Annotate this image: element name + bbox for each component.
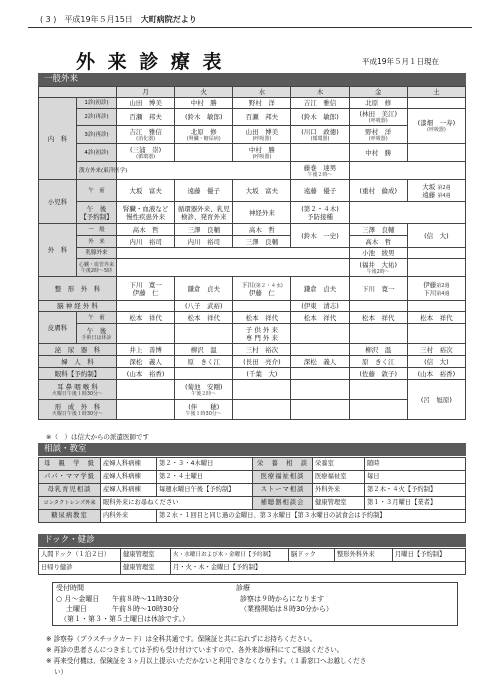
- empty-cell: [291, 400, 349, 420]
- doctor-cell: 松本 祥代: [233, 312, 291, 324]
- doctor-cell: 藤巻 達男 午後２時～: [291, 162, 349, 180]
- consult-place: 産婦人科病棟: [101, 484, 157, 497]
- empty-cell: [175, 368, 233, 380]
- doctor-cell: 下川 寛一: [349, 277, 407, 301]
- sub-label: 午 後 手術日は休診: [77, 324, 117, 344]
- doctor-cell: 原 きく江: [175, 356, 233, 368]
- empty-cell: [233, 301, 291, 312]
- section-dock: ドック・健診: [38, 534, 466, 547]
- doctor-cell: (重村 倫成): [349, 180, 407, 202]
- empty-cell: [175, 324, 233, 344]
- consult-time: 毎日: [365, 471, 466, 484]
- doctor-cell: (山本 裕香): [117, 368, 175, 380]
- sub-label: 2診(再診): [77, 109, 117, 126]
- doctor-cell: (第２・４木) 予防接種: [291, 202, 349, 224]
- doctor-cell: 柳沢 温: [349, 344, 407, 356]
- doctor-cell: (千葉 大): [233, 368, 291, 380]
- doctor-cell: 大坂 富夫: [233, 180, 291, 202]
- consult-place: 内科外来: [101, 510, 157, 523]
- sub-label: 1診(初診): [77, 98, 117, 109]
- consult-place: 外科外来: [313, 484, 365, 497]
- header-rule: [28, 27, 472, 28]
- doctor-cell: (三浦 崇) (循環器): [117, 144, 175, 162]
- empty-cell: [349, 301, 407, 312]
- doctor-cell: 内川 裕司: [175, 236, 233, 248]
- dock-table: [38, 548, 466, 575]
- doctor-cell: (呂 旭原): [407, 380, 465, 420]
- doctor-cell: 伊藤第2週 下川第4週: [407, 277, 465, 301]
- as-of-date: 平成19年５月１日現在: [362, 57, 440, 66]
- page-header: ( 3 ) 平成19年５月15日 大町病院だより: [40, 15, 197, 24]
- dept-dermatology: 皮膚科: [39, 312, 77, 344]
- consult-name: 母乳育児相談: [39, 484, 101, 497]
- sub-label: 一 般: [77, 224, 117, 236]
- reception-closed-note: （第１・第３・第５土曜日は休診です。）: [60, 615, 189, 623]
- doctor-cell: 山田 博美: [117, 98, 175, 109]
- doctor-cell: (林田 美江) (呼吸器): [349, 109, 407, 126]
- sub-label: 漢方外来(東洋医学): [77, 162, 117, 180]
- dock-place: 健康管理室: [121, 549, 171, 562]
- doctor-cell: 三澤 良輔: [233, 236, 291, 248]
- sub-label: 心臓・血管外来 午後2時～5時: [77, 259, 117, 277]
- empty-cell: [117, 380, 175, 400]
- doctor-cell: 百瀬 邦夫: [233, 109, 291, 126]
- consult-time: 第２・４土曜日: [157, 471, 253, 484]
- empty-cell: [349, 162, 465, 180]
- doctor-cell: 循環器外来、乳児 検診、発育外来: [175, 202, 233, 224]
- sub-label: 乳腺外来: [77, 248, 117, 259]
- doctor-cell: 松本 祥代: [175, 312, 233, 324]
- empty-cell: [291, 368, 349, 380]
- doctor-cell: 吉江 雅信: [291, 98, 349, 109]
- empty-cell: [407, 324, 465, 344]
- dock-time: 月曜日【予約制】: [393, 549, 466, 562]
- consult-name: 補聴器相談会: [253, 497, 313, 510]
- doctor-cell: (佐藤 敦子): [349, 368, 407, 380]
- dispatch-note: ※（ ）は信大からの派遣医師です: [46, 433, 149, 441]
- doctor-cell: 深松 義人: [291, 356, 349, 368]
- consultation-table: [38, 457, 466, 523]
- empty-cell: [291, 324, 349, 344]
- doctor-cell: 三村 裕次: [407, 344, 465, 356]
- doctor-cell: [291, 344, 349, 356]
- reception-saturday-hours: 午前８時～10時30分: [112, 605, 179, 613]
- doctor-cell: 大坂 第2週 遠藤 第4週: [407, 180, 465, 202]
- doctor-cell: (福井 大祐) 午後2時～: [349, 259, 407, 277]
- footnote: ※ 再診の患者さんにつきましては予約も受け付けていますので、各外来診療科にてご相談ください。: [46, 646, 344, 654]
- day-thu: 木: [291, 87, 349, 98]
- doctor-cell: 井上 善博: [117, 344, 175, 356]
- empty-cell: [291, 380, 349, 400]
- doctor-cell: (伴 穂) 午後１時30分～: [175, 400, 233, 420]
- consult-place: 産婦人科病棟: [101, 458, 157, 471]
- sub-label: 午 前: [77, 312, 117, 324]
- consult-time: 第１・３月曜日【業者】: [365, 497, 466, 510]
- consult-name: パパ・ママ学級: [39, 471, 101, 484]
- empty-cell: [407, 248, 465, 259]
- dept-surgery: 外 科: [39, 224, 77, 277]
- consult-time: 毎週水曜日午後【予約制】: [157, 484, 253, 497]
- corner-cell: [39, 87, 117, 98]
- doctor-cell: 北原 修 (腎臓・糖尿病): [175, 126, 233, 144]
- empty-cell: [117, 324, 175, 344]
- empty-cell: [233, 380, 291, 400]
- doctor-cell: 三村 裕次: [233, 344, 291, 356]
- sub-label: 3診(再診): [77, 126, 117, 144]
- doctor-cell: (信 大): [407, 356, 465, 368]
- sub-label: 4診(初診): [77, 144, 117, 162]
- reception-weekday: ○ 月～金曜日: [56, 595, 100, 603]
- dock-time: 月・火・木・金曜日【予約制】: [171, 562, 466, 575]
- doctor-cell: [407, 144, 465, 162]
- sub-label: 外 来: [77, 236, 117, 248]
- doctor-cell: (鈴木 敏郎): [291, 109, 349, 126]
- dept-ophthalmology: 眼科【予約制】: [39, 368, 117, 380]
- doctor-cell: (漆畑 一寿) (呼吸器): [407, 109, 465, 144]
- doctor-cell: 腎臓・血液など 慢性疾患外来: [117, 202, 175, 224]
- consult-place: 産婦人科病棟: [101, 471, 157, 484]
- doctor-cell: 小池 綾男: [349, 248, 407, 259]
- doctor-cell: 北原 修: [349, 98, 407, 109]
- doctor-cell: (長田 亮介): [233, 356, 291, 368]
- doctor-cell: (八子 武裕): [175, 301, 233, 312]
- dock-name: 脳ドック: [289, 549, 335, 562]
- reception-weekday-hours: 午前８時～11時30分: [112, 595, 179, 603]
- dept-gynecology: 婦 人 科: [39, 356, 117, 368]
- reception-title: 受付時間: [56, 584, 84, 592]
- consult-name: 栄 養 相 談: [253, 458, 313, 471]
- consult-name: コンタクトレンズ外来: [39, 497, 101, 510]
- doctor-cell: 松本 祥代: [407, 312, 465, 324]
- consult-time: 第２水・１回目と同じ過の金曜日、第３水曜日【第３水曜日の試食会は予約制】: [157, 510, 466, 523]
- empty-cell: [349, 324, 407, 344]
- day-wed: 水: [233, 87, 291, 98]
- doctor-cell: 山田 博美 (呼吸器): [233, 126, 291, 144]
- doctor-cell: (菊池 安剛) 午後２時～: [175, 380, 233, 400]
- consult-name: 糖尿病教室: [39, 510, 101, 523]
- doctor-cell: 下川(第２・４水) 伊藤 仁: [233, 277, 291, 301]
- doctor-cell: 三澤 良輔: [175, 224, 233, 236]
- empty-cell: [407, 301, 465, 312]
- doctor-cell: 高木 哲: [233, 224, 291, 236]
- doctor-cell: (鈴木 一史): [291, 224, 349, 248]
- doctor-cell: 遠藤 優子: [291, 180, 349, 202]
- empty-cell: [117, 248, 350, 259]
- doctor-cell: 深松 義人: [117, 356, 175, 368]
- doctor-cell: (信 大): [407, 224, 465, 248]
- exam-start: 診察は９時からになります: [240, 595, 324, 603]
- sub-label: 午 後 【予約制】: [77, 202, 117, 224]
- sub-label: 午 前: [77, 180, 117, 202]
- page-title: 外 来 診 療 表: [76, 47, 224, 77]
- day-mon: 月: [117, 87, 175, 98]
- section-general-outpatient: 一般外来: [38, 73, 466, 86]
- doctor-cell: 下川 寛一 伊藤 仁: [117, 277, 175, 301]
- doctor-cell: 鎌倉 貞夫: [175, 277, 233, 301]
- doctor-cell: 鎌倉 貞夫: [291, 277, 349, 301]
- doctor-cell: 野村 洋 (呼吸器): [349, 126, 407, 144]
- consult-place: 医療福祉室: [313, 471, 365, 484]
- dock-place: 整形外科外来: [335, 549, 393, 562]
- exam-business: （業務開始は８時30分から）: [240, 605, 333, 613]
- dept-orthopedics: 整 形 外 科: [39, 277, 117, 301]
- empty-cell: [117, 400, 175, 420]
- doctor-cell: 百瀬 邦夫: [117, 109, 175, 126]
- doctor-cell: 松本 祥代: [291, 312, 349, 324]
- doctor-cell: 高木 哲: [117, 224, 175, 236]
- consult-place: 眼科外来にお尋ねください: [101, 497, 253, 510]
- reception-saturday: 土曜日: [66, 605, 87, 613]
- dock-name: 日帰り健診: [39, 562, 121, 575]
- doctor-cell: [407, 98, 465, 109]
- consult-time: 第２・３・4木曜日: [157, 458, 253, 471]
- footnote: い）: [54, 668, 68, 676]
- doctor-cell: (鈴木 敏郎): [175, 109, 233, 126]
- dock-time: 火・水曜日および木・金曜日【予約制】: [171, 549, 289, 562]
- empty-cell: [407, 259, 465, 277]
- outpatient-schedule-table: [38, 86, 466, 420]
- dept-neurosurgery: 脳 神 経 外 科: [39, 301, 117, 312]
- doctor-cell: 中村 勝: [175, 98, 233, 109]
- dept-internal: 内 科: [39, 98, 77, 180]
- doctor-cell: (伊東 清志): [291, 301, 349, 312]
- empty-cell: [233, 400, 291, 420]
- dept-urology: 泌 尿 器 科: [39, 344, 117, 356]
- doctor-cell: 松本 祥代: [117, 312, 175, 324]
- doctor-cell: (川口 政徳) (循環器): [291, 126, 349, 144]
- consult-name: 母 親 学 級: [39, 458, 101, 471]
- consult-place: 栄養室: [313, 458, 365, 471]
- doctor-cell: 松本 祥代: [349, 312, 407, 324]
- section-consultation: 相談・教室: [38, 443, 466, 456]
- doctor-cell: 大坂 富夫: [117, 180, 175, 202]
- consult-place: 健康管理室: [313, 497, 365, 510]
- day-tue: 火: [175, 87, 233, 98]
- doctor-cell: 原 きく江: [349, 356, 407, 368]
- empty-cell: [349, 380, 407, 400]
- doctor-cell: 高木 哲: [349, 236, 407, 248]
- footnote: ※ 再来受付機は、保険証を３ヶ月以上提示いただかないと利用できなくなります。（１番窓口へお越しくださ: [46, 657, 367, 665]
- footnote: ※ 診察券（プラスチックカード）は全科共通です。保険証と共に忘れずにお持ちください。: [46, 635, 317, 643]
- dock-place: 健康管理室: [121, 562, 171, 575]
- dept-ent: 耳 鼻 咽 喉 科 火曜日午後１時30分～: [39, 380, 117, 400]
- doctor-cell: 中村 勝: [349, 144, 407, 162]
- day-fri: 金: [349, 87, 407, 98]
- doctor-cell: 吉江 雅信 (消化器): [117, 126, 175, 144]
- empty-cell: [117, 301, 175, 312]
- consult-time: 第２木・４火【予約制】: [365, 484, 466, 497]
- doctor-cell: 内川 裕司: [117, 236, 175, 248]
- doctor-cell: 三澤 良輔: [349, 224, 407, 236]
- empty-cell: [117, 259, 350, 277]
- dock-name: 人間ドック（１泊２日）: [39, 549, 121, 562]
- doctor-cell: 子 供 外 来 専 門 外 来: [233, 324, 291, 344]
- doctor-cell: 柳沢 温: [175, 344, 233, 356]
- doctor-cell: 遠藤 優子: [175, 180, 233, 202]
- empty-cell: [349, 202, 465, 224]
- day-sat: 土: [407, 87, 465, 98]
- consult-name: 医療福祉相談: [253, 471, 313, 484]
- consult-name: ストーマ相談: [253, 484, 313, 497]
- doctor-cell: [291, 144, 349, 162]
- consult-time: 随時: [365, 458, 466, 471]
- empty-cell: [117, 162, 291, 180]
- exam-title: 診療: [236, 584, 250, 592]
- dept-plastic-surgery: 形 成 外 科 火曜日午後１時30分～: [39, 400, 117, 420]
- doctor-cell: 中村 勝 (呼吸器): [233, 144, 291, 162]
- doctor-cell: [175, 144, 233, 162]
- doctor-cell: (山本 裕香): [407, 368, 465, 380]
- doctor-cell: 野村 洋: [233, 98, 291, 109]
- doctor-cell: 神経外来: [233, 202, 291, 224]
- empty-cell: [349, 400, 407, 420]
- dept-pediatrics: 小児科: [39, 180, 77, 224]
